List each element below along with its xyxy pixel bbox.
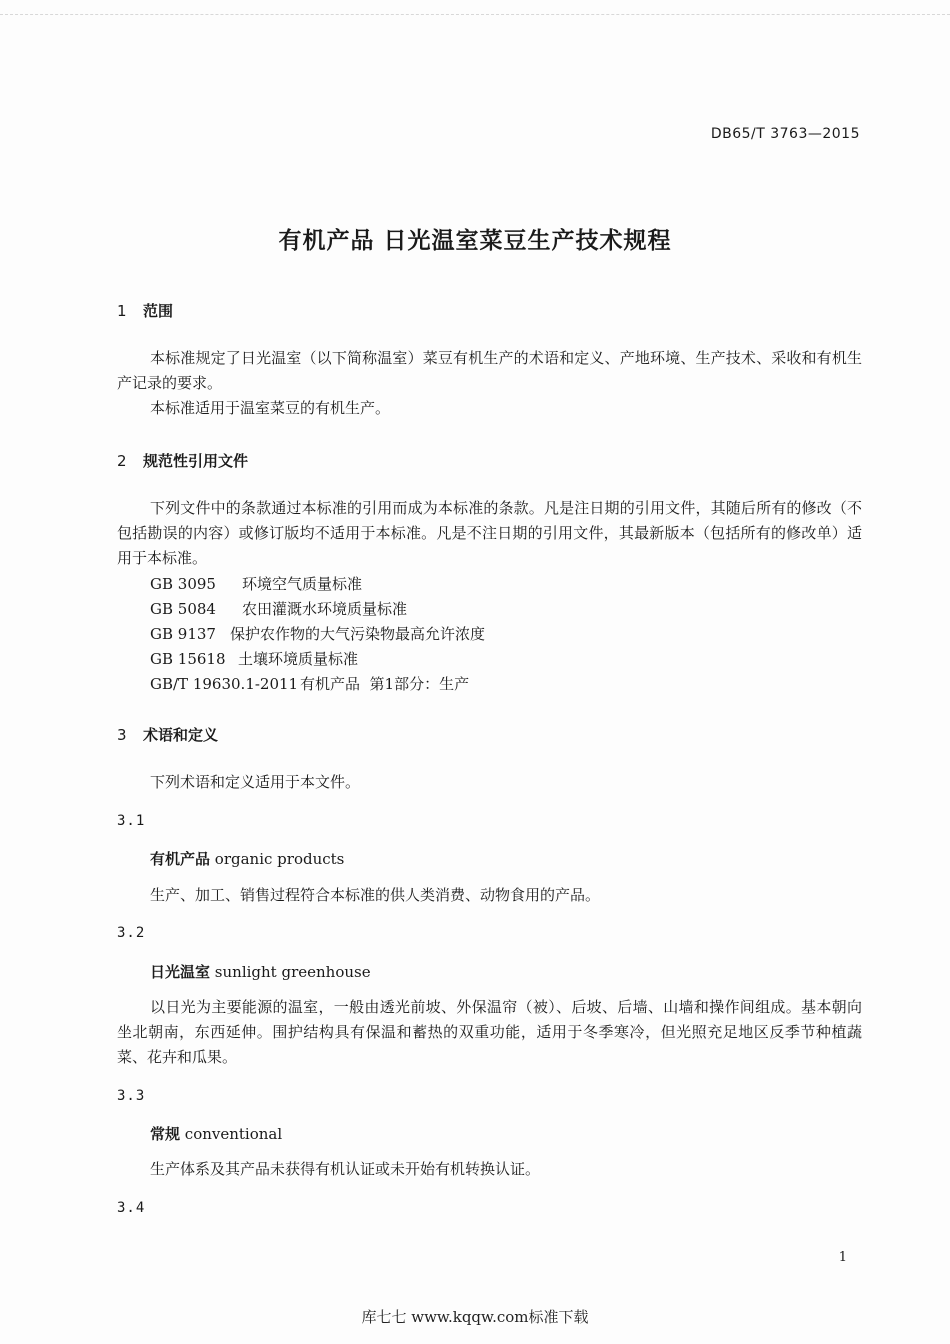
section-title: 规范性引用文件 — [143, 452, 249, 470]
section-number: 1 — [117, 302, 127, 320]
scan-edge-marks — [0, 0, 950, 15]
term-heading — [150, 961, 371, 982]
term-english: organic products — [214, 850, 345, 868]
term-english: conventional — [184, 1125, 283, 1143]
standard-number: DB65/T 3763—2015 — [710, 126, 860, 142]
reference-name: 环境空气质量标准 — [242, 575, 363, 593]
term-chinese: 日光温室 — [150, 963, 211, 981]
reference-code: GB 9137 — [150, 625, 216, 643]
reference-item — [150, 598, 407, 619]
term-heading — [150, 848, 344, 869]
reference-item — [150, 673, 469, 694]
section-2-heading — [117, 450, 248, 471]
clause-number: 3.2 — [117, 925, 146, 941]
section-1-paragraph-1: 本标准规定了日光温室（以下简称温室）菜豆有机生产的术语和定义、产地环境、生产技术、采收和有机生产记录的要求。 — [117, 349, 862, 392]
term-chinese: 常规 — [150, 1125, 181, 1143]
term-english: sunlight greenhouse — [214, 963, 371, 981]
reference-code: GB/T 19630.1-2011 — [150, 675, 299, 693]
clause-number: 3.1 — [117, 813, 146, 829]
reference-code: GB 3095 — [150, 575, 216, 593]
reference-code: GB 5084 — [150, 600, 216, 618]
term-heading — [150, 1123, 282, 1144]
term-definition: 生产、加工、销售过程符合本标准的供人类消费、动物食用的产品。 — [150, 886, 601, 904]
reference-item — [150, 648, 358, 669]
reference-name: 有机产品 第1部分：生产 — [300, 675, 470, 693]
reference-name: 保护农作物的大气污染物最高允许浓度 — [230, 625, 486, 643]
footer-watermark: 库七七 www.kqqw.com标准下载 — [361, 1308, 589, 1326]
reference-item — [150, 623, 485, 644]
reference-name: 农田灌溉水环境质量标准 — [242, 600, 408, 618]
reference-item — [150, 573, 362, 594]
section-number: 2 — [117, 452, 127, 470]
term-definition: 以日光为主要能源的温室，一般由透光前坡、外保温帘（被）、后坡、后墙、山墙和操作间组成。基本朝向坐北朝南，东西延伸。围护结构具有保温和蓄热的双重功能，适用于冬季寒冷，但光照充足地区反季节种植蔬菜、花卉和瓜果。 — [117, 998, 862, 1066]
clause-number: 3.4 — [117, 1200, 146, 1216]
term-chinese: 有机产品 — [150, 850, 211, 868]
section-title: 范围 — [143, 302, 174, 320]
section-title: 术语和定义 — [143, 726, 219, 744]
section-3-heading — [117, 724, 218, 745]
term-definition: 生产体系及其产品未获得有机认证或未开始有机转换认证。 — [150, 1160, 541, 1178]
section-number: 3 — [117, 726, 127, 744]
section-2-paragraph-1: 下列文件中的条款通过本标准的引用而成为本标准的条款。凡是注日期的引用文件，其随后所有的修改（不包括勘误的内容）或修订版均不适用于本标准。凡是不注日期的引用文件，其最新版本（包括所有的修改单）适用于本标准。 — [117, 499, 862, 567]
section-3-paragraph-1: 下列术语和定义适用于本文件。 — [150, 773, 361, 791]
section-1-heading — [117, 300, 173, 321]
document-title: 有机产品 日光温室菜豆生产技术规程 — [278, 228, 672, 254]
clause-number: 3.3 — [117, 1088, 146, 1104]
reference-name: 土壤环境质量标准 — [238, 650, 359, 668]
page-number: 1 — [838, 1250, 847, 1265]
section-1-paragraph-2: 本标准适用于温室菜豆的有机生产。 — [150, 399, 391, 417]
reference-code: GB 15618 — [150, 650, 226, 668]
